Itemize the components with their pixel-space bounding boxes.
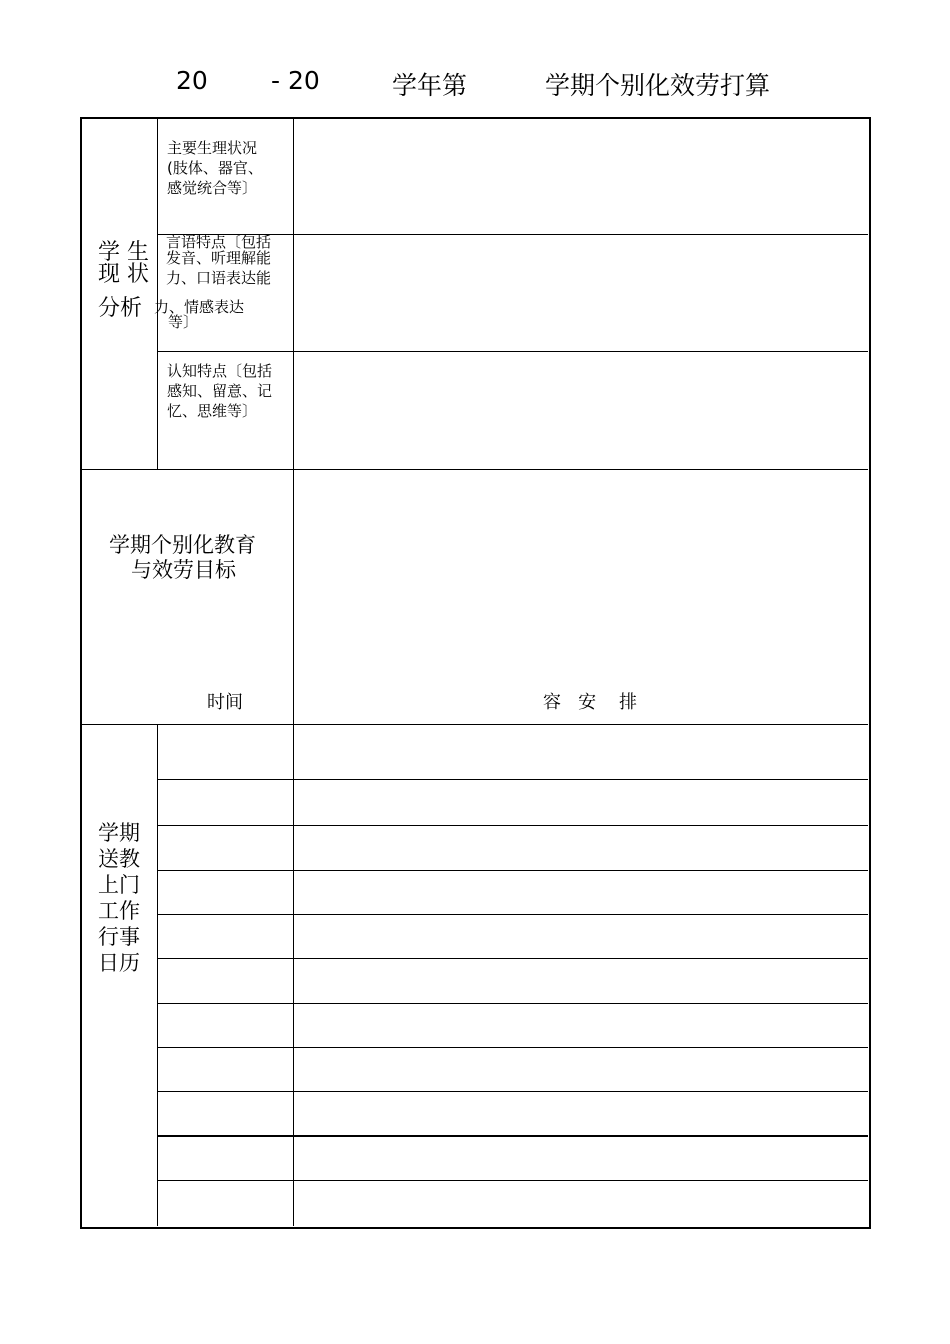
calendar-content-cell[interactable] — [294, 915, 867, 959]
calendar-time-cell[interactable] — [158, 780, 293, 826]
label-line: 主要生理状况 — [167, 139, 258, 157]
label-line: 行事 — [98, 925, 140, 949]
label-line: (肢体、器官、 — [167, 159, 263, 177]
calendar-content-cell[interactable] — [294, 959, 867, 1004]
label-line: 送教 — [98, 847, 140, 871]
label-line: 感知、留意、记 — [167, 382, 273, 400]
label-line: 等〕 — [168, 313, 199, 331]
calendar-content-cell[interactable] — [294, 1004, 867, 1048]
analysis-cognition-input[interactable] — [294, 352, 867, 469]
calendar-time-cell[interactable] — [158, 1092, 293, 1137]
label-line: 感觉统合等〕 — [167, 179, 258, 197]
calendar-label — [98, 820, 140, 976]
calendar-time-cell[interactable] — [158, 1181, 293, 1225]
title-school-year: 学年第 — [392, 71, 468, 100]
label-line: 力、情感表达 — [154, 298, 245, 316]
calendar-content-cell[interactable] — [294, 1048, 867, 1092]
analysis-physiology-label — [167, 138, 263, 198]
label-line: 上门 — [98, 873, 140, 897]
title-plan-name: 学期个别化效劳打算 — [545, 71, 771, 100]
goals-input[interactable] — [294, 470, 867, 670]
calendar-time-cell[interactable] — [158, 725, 293, 780]
divider-col1-top — [157, 118, 158, 470]
calendar-time-cell[interactable] — [158, 871, 293, 915]
calendar-content-cell[interactable] — [294, 1137, 867, 1181]
calendar-time-cell[interactable] — [158, 1048, 293, 1092]
label-line: 力、口语表达能 — [166, 269, 272, 287]
calendar-content-cell[interactable] — [294, 871, 867, 915]
calendar-content-cell[interactable] — [294, 1092, 867, 1137]
calendar-time-cell[interactable] — [158, 826, 293, 871]
analysis-label-line2: 现 状 — [98, 262, 149, 287]
calendar-time-cell[interactable] — [158, 959, 293, 1004]
analysis-speech-label-cont3 — [168, 312, 198, 332]
label-line: 学期 — [98, 821, 140, 845]
calendar-time-cell[interactable] — [158, 915, 293, 959]
analysis-label-line3: 分析 — [98, 296, 143, 321]
calendar-content-cell[interactable] — [294, 1181, 867, 1225]
label-line: 发音、听理解能 — [166, 249, 272, 267]
analysis-cognition-label — [167, 361, 272, 421]
calendar-content-cell[interactable] — [294, 780, 867, 826]
label-line: 言语特点〔包括 — [166, 233, 272, 251]
analysis-physiology-input[interactable] — [294, 118, 867, 234]
title-year-start: 20 — [176, 66, 208, 95]
content-column-header: 容 安 排 — [543, 692, 638, 713]
label-line: 忆、思维等〕 — [167, 402, 258, 420]
calendar-content-cell[interactable] — [294, 826, 867, 871]
calendar-time-cell[interactable] — [158, 1004, 293, 1048]
analysis-speech-input[interactable] — [294, 235, 867, 351]
goals-label-line1: 学期个别化教育 — [109, 533, 256, 557]
time-column-header: 时间 — [207, 692, 243, 713]
title-year-end: - 20 — [271, 66, 320, 95]
label-line: 日历 — [98, 951, 140, 975]
analysis-speech-label-cont — [166, 248, 271, 288]
calendar-content-cell[interactable] — [294, 725, 867, 780]
label-line: 认知特点〔包括 — [167, 362, 273, 380]
label-line: 工作 — [98, 899, 140, 923]
calendar-time-cell[interactable] — [158, 1137, 293, 1181]
goals-label-line2: 与效劳目标 — [131, 558, 236, 582]
analysis-label-line1: 学 生 — [98, 240, 149, 265]
